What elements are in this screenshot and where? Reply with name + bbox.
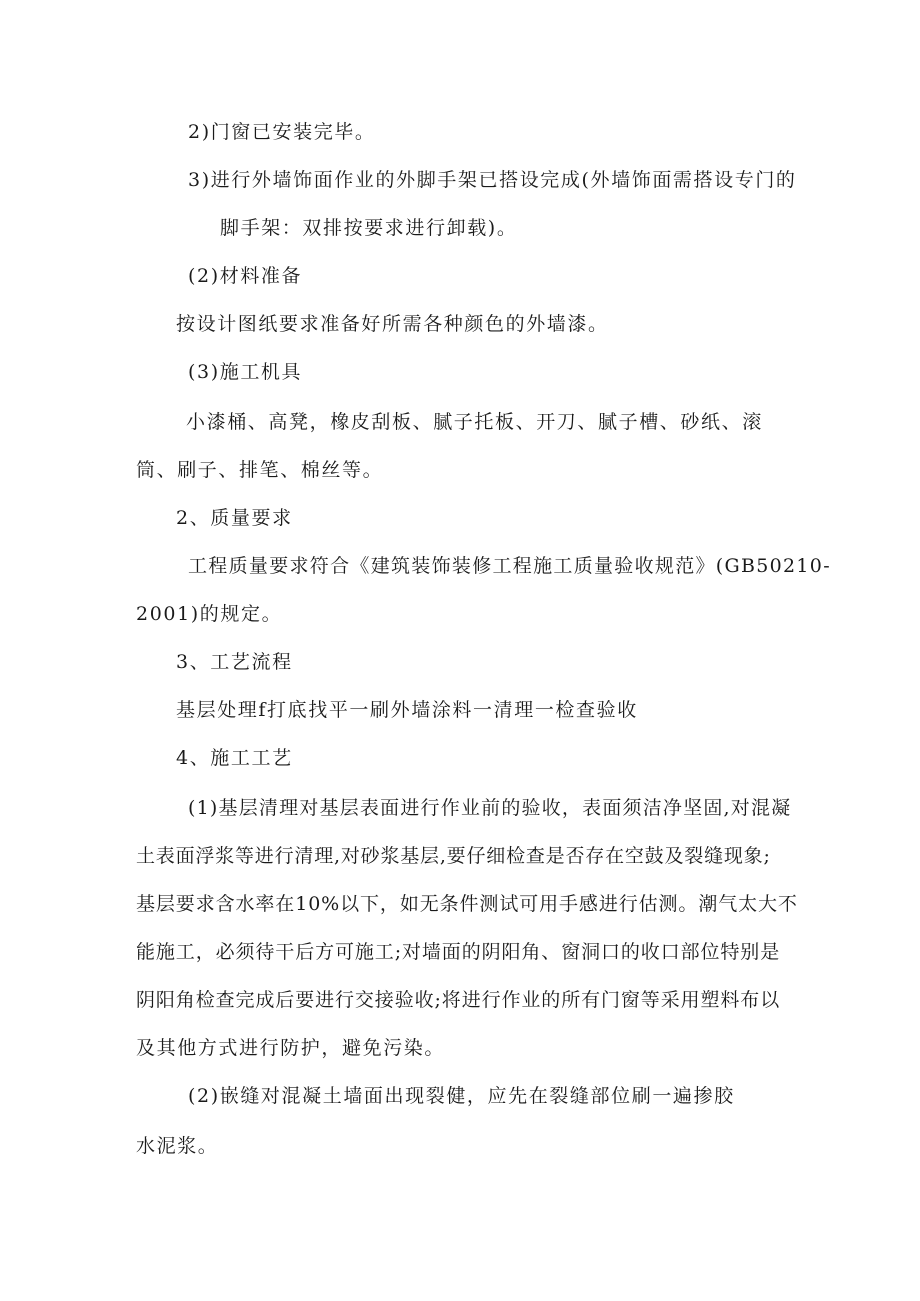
text-line: (3)施工机具 xyxy=(188,361,303,383)
text-line: 及其他方式进行防护，避免污染。 xyxy=(136,1037,446,1059)
text-line: 阴阳角检查完成后要进行交接验收;将进行作业的所有门窗等采用塑料布以 xyxy=(136,989,781,1011)
text-line: 按设计图纸要求准备好所需各种颜色的外墙漆。 xyxy=(176,313,609,335)
text-line: 水泥浆。 xyxy=(136,1135,219,1157)
text-line: (1)基层清理对基层表面进行作业前的验收，表面须洁净坚固,对混凝 xyxy=(188,797,792,819)
text-line: (2)材料准备 xyxy=(188,265,303,287)
text-line: 筒、刷子、排笔、棉丝等。 xyxy=(136,459,384,481)
text-line: 土表面浮浆等进行清理,对砂浆基层,要仔细检查是否存在空鼓及裂缝现象; xyxy=(136,845,771,867)
text-line: 基层处理f打底找平一刷外墙涂料一清理一检查验收 xyxy=(176,699,638,721)
text-line: (2)嵌缝对混凝土墙面出现裂健，应先在裂缝部位刷一遍掺胶 xyxy=(188,1085,735,1107)
text-line: 3、工艺流程 xyxy=(176,651,293,673)
text-line: 2001)的规定。 xyxy=(136,603,283,625)
text-line: 2)门窗已安装完毕。 xyxy=(188,121,376,143)
text-line: 脚手架：双排按要求进行卸载)。 xyxy=(220,217,518,239)
text-line: 小漆桶、高凳，橡皮刮板、腻子托板、开刀、腻子槽、砂纸、滚 xyxy=(186,411,763,433)
text-line: 工程质量要求符合《建筑装饰装修工程施工质量验收规范》(GB50210- xyxy=(188,555,831,577)
text-line: 2、质量要求 xyxy=(176,507,293,529)
text-line: 3)进行外墙饰面作业的外脚手架已搭设完成(外墙饰面需搭设专门的 xyxy=(188,169,797,191)
text-line: 能施工，必须待干后方可施工;对墙面的阴阳角、窗洞口的收口部位特别是 xyxy=(136,941,781,963)
text-line: 基层要求含水率在10%以下，如无条件测试可用手感进行估测。潮气太大不 xyxy=(136,893,798,915)
text-line: 4、施工工艺 xyxy=(176,747,293,769)
